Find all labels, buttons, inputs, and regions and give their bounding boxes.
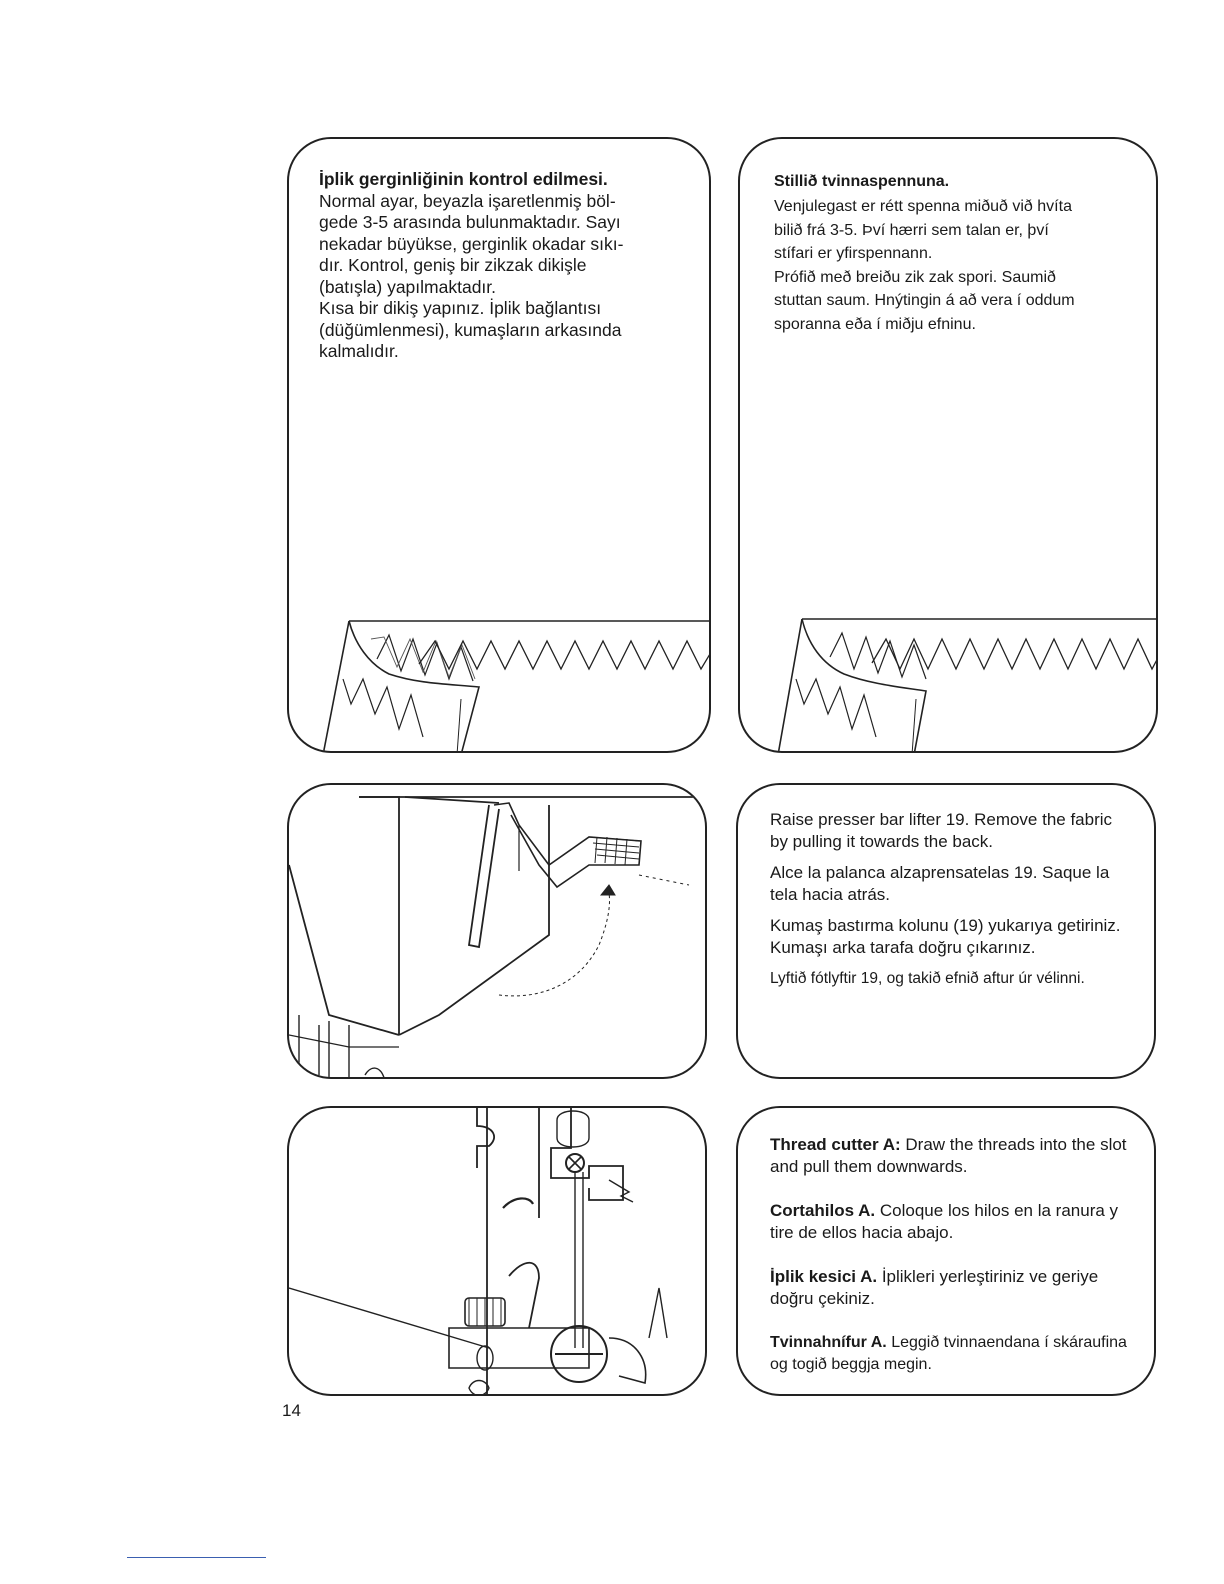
panel-cutter-text [736,1106,1156,1396]
cutter-tr-label: İplik kesici A. [770,1267,878,1286]
presser-tr: Kumaş bastırma kolunu (19) yukarıya getiriniz. Kumaşı arka tarafa doğru çıkarınız. [770,916,1121,957]
tension-is-line: Venjulegast er rétt spenna miðuð við hvíta [774,198,1072,215]
tension-tr-line: gede 3-5 arasında bulunmaktadır. Sayı [319,212,621,232]
tension-is-title: Stillið tvinnaspennuna. [774,173,950,190]
panel-cutter-illustration [287,1106,707,1396]
tension-is-line: stuttan saum. Hnýtingin á að vera í oddum [774,292,1075,309]
cutter-text [770,1134,1130,1396]
tension-tr-line: dır. Kontrol, geniş bir zikzak dikişle [319,255,587,275]
zigzag-fabric-illustration [289,139,711,753]
tension-tr-line: kalmalıdır. [319,341,399,361]
cutter-es-label: Cortahilos A. [770,1201,876,1220]
panel-presser-text [736,783,1156,1079]
tension-tr-line: Normal ayar, beyazla işaretlenmiş böl- [319,190,616,211]
panel-presser-illustration [287,783,707,1079]
cutter-en [770,1134,1130,1178]
cutter-tr-text: İplikleri yerleştiriniz ve geriye doğru çekiniz. [770,1267,1099,1308]
tension-tr-line: (düğümlenmesi), kumaşların arkasında [319,319,622,340]
tension-tr-line: nekadar büyükse, gerginlik okadar sıkı- [319,233,624,254]
tension-is-line: stífari er yfirspennann. [774,245,933,262]
presser-is: Lyftið fótlyftir 19, og takið efnið aftur úr vélinni. [770,970,1085,987]
panel-tension-tr [287,137,711,753]
tension-tr-title: İplik gerginliğinin kontrol edilmesi. [319,169,608,189]
thread-cutter-illustration [289,1108,707,1396]
cutter-is-label: Tvinnahnífur A. [770,1334,887,1351]
cutter-es-text: Coloque los hilos en la ranura y tire de ellos hacia abajo. [770,1201,1119,1242]
page-number: 14 [282,1401,301,1420]
presser-bar-lifter-illustration [289,785,707,1079]
footer-rule [127,1557,266,1558]
presser-es: Alce la palanca alzaprensatelas 19. Saque la tela hacia atrás. [770,863,1110,904]
tension-is-line: sporanna eða í miðju efninu. [774,315,976,333]
cutter-is-text: Leggið tvinnaendana í skáraufina og togið beggja megin. [770,1334,1127,1373]
cutter-es [770,1200,1130,1244]
cutter-en-text: Draw the threads into the slot and pull them downwards. [770,1135,1127,1176]
presser-text [770,809,1130,1000]
cutter-tr [770,1266,1130,1310]
tension-tr-line: (batışla) yapılmaktadır. [319,276,497,297]
tension-is-line: Prófið með breiðu zik zak spori. Saumið [774,268,1056,286]
presser-en: Raise presser bar lifter 19. Remove the fabric by pulling it towards the back. [770,810,1113,851]
cutter-is [770,1332,1130,1376]
tension-is-line: bilið frá 3-5. Því hærri sem talan er, því [774,221,1049,239]
zigzag-fabric-illustration-2 [740,139,1158,753]
panel-tension-is [738,137,1158,753]
cutter-en-label: Thread cutter A: [770,1135,901,1154]
tension-tr-line: Kısa bir dikiş yapınız. İplik bağlantısı [319,298,602,318]
